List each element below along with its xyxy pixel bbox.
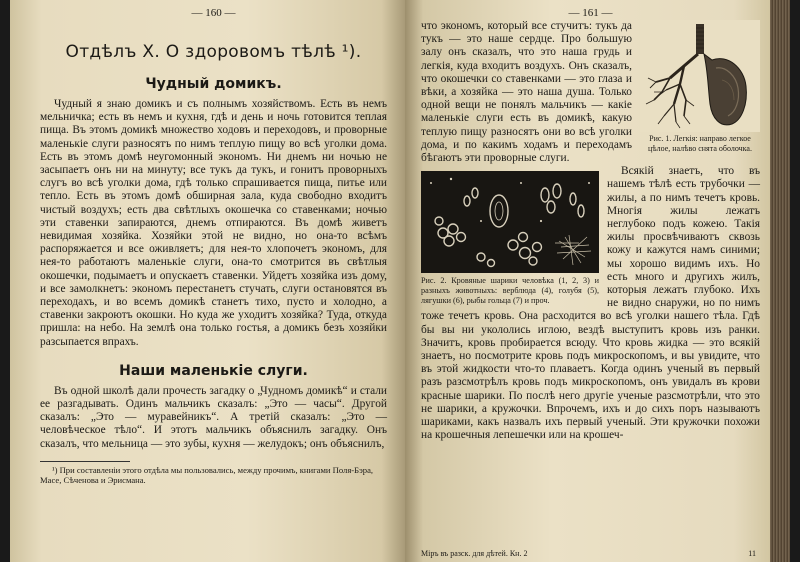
paragraph: Чудный я знаю домикъ и съ полнымъ хозяйствомъ. Есть въ немъ мельничка; есть въ немъ и кухня, гдѣ и день и ночь готовится теплая пища. Въ этомъ домикѣ множество ходовъ и переходовъ, и проворные маленькіе слуги разносятъ по нимъ теплую пищу во всѣ уголки дома. Есть въ этомъ домѣ неугомонный экономъ. Ни днемъ ни ночью не засыпаетъ онъ ни на минуту; все тукъ да тукъ, и гонитъ проворныхъ слугъ во всѣ уголки дома, гдѣ только спрашивается пища, питье или тепло. Есть въ этомъ домѣ обширная зала, куда свободно входитъ чистый воздухъ; есть два свѣтлыхъ окошечка со ставенками; ночью эти ставенки запираются, днемъ отпираются. Въ домѣ живетъ невидимая хозяйка. Хозяйки этой не видно, но она-то всѣмъ распоряжается и все оживляетъ; для нея-то хлопочетъ экономъ, для нея-то работаютъ маленькіе слуги, она-то смотрится въ свѣтлыя окошечки, подымаетъ и опускаетъ ставенки. Уйдетъ хозяйка изъ дому, и все замолкнетъ: экономъ перестанетъ стучать, слуги остановятся въ переходахъ, и во всемъ домикѣ станетъ тихо, пусто и холодно, а ставенки закроютъ окошки. Но куда же уходитъ хозяйка? Туда, откуда пришла: на небо. На землѣ она только гостья, а домикъ безъ хозяйки разсыпается впрахъ. (40, 98, 387, 348)
footnote-rule (40, 461, 130, 462)
left-page-number: — 160 — (191, 7, 236, 19)
section-heading-little-servants: Наши маленькіе слуги. (119, 362, 308, 379)
paragraph: Всякій знаетъ, что въ нашемъ тѣлѣ есть трубочки — жилы, а по нимъ течетъ кровь. Многія жилы лежатъ неглубоко подъ кожею. Такія жилы просвѣчиваютъ сквозь кожу и кажутся намъ синими; мы хорошо видимъ ихъ. Но есть много и другихъ жилъ, которыя лежатъ глубоко. Ихъ не видно снаружи, но по нимъ тоже течетъ кровь. Она расходится во всѣ уголки нашего тѣла. Гдѣ бы вы ни укололись иглою, вездѣ выступитъ кровь изъ ранки. Значитъ, кровь пробирается всюду. Что кровь жидка — это всякій знаетъ, но посмотрите кровь подъ микроскопомъ, и вы увидите, что въ этой жидкости что-то плаваетъ. Когда одинъ ученый въ первый разъ разсмотрѣлъ кровь подъ микроскопомъ, онъ увидалъ въ крови красные шарики. По послѣ него другіе ученые разсмотрѣли, что это не шарики, а кружочки. Впрочемъ, ихъ и до сихъ поръ называютъ шариками, какъ назвалъ ихъ первый ученый. Эти кружочки похожи на крошечныя лепешечки или на крошеч- (421, 165, 760, 442)
right-page-number: — 161 — (568, 7, 613, 19)
book-title-footer: Міръ въ разск. для дѣтей. Кн. 2 (421, 549, 528, 558)
paragraph: что экономъ, который все стучитъ: тукъ да тукъ — это наше сердце. Про большую залу онъ сказалъ, что это наша грудь и легкія, куда входитъ воздухъ. Онъ сказалъ, что окошечки со ставенками — это глаза и вѣки, а хозяйка — это наша душа. Только одной вещи не понялъ мальчикъ — какіе маленькіе слуги есть въ домикѣ, какую теплую пищу разносятъ они во всѣ уголки дома, и по какимъ ходамъ и переходамъ бѣгаютъ эти проворные слуги. (421, 20, 632, 165)
section-heading-wonderful-house: Чудный домикъ. (145, 76, 282, 92)
figure-blood-cells (421, 171, 599, 305)
left-page (10, 0, 405, 562)
chapter-title: Отдѣлъ X. О здоровомъ тѣлѣ ¹). (65, 42, 362, 62)
signature-mark: 11 (748, 549, 756, 558)
figure2-caption: Рис. 2. Кровяные шарики человѣка (1, 2, 3) и разныхъ животныхъ: верблюда (4), голубя (5), лягушки (6), рыбы гольца (7) и проч. (421, 276, 599, 305)
figure-lungs (640, 20, 760, 153)
paragraph: Въ одной школѣ дали прочесть загадку о „Чудномъ домикѣ“ и стали ее разгадывать. Одинъ мальчикъ сказалъ: „Это — часы“. Другой сказалъ: „Это — муравейникъ“. А третій сказалъ: „Это — человѣческое тѣло“. И этотъ мальчикъ объяснилъ загадку. Онъ сказалъ, что мельница — это зубы, кухня — желудокъ; онъ объяснилъ, (40, 384, 387, 450)
footnote: ¹) При составленіи этого отдѣла мы пользовались, между прочимъ, книгами Поля-Бэра, Масе, Сѣченова и Эрисмана. (40, 464, 374, 486)
section-body-wonderful-house (40, 98, 387, 349)
open-book (10, 0, 790, 562)
microscope-image (421, 171, 599, 273)
blood-cells-illustration (421, 171, 599, 273)
right-page (405, 0, 770, 562)
section-body-little-servants (40, 385, 387, 451)
figure1-caption: Рис. 1. Легкія: направо легкое цѣлое, налѣво снята оболочка. (648, 134, 752, 153)
page-edges (770, 0, 790, 562)
right-page-footer (421, 549, 756, 558)
lungs-illustration (640, 20, 760, 132)
